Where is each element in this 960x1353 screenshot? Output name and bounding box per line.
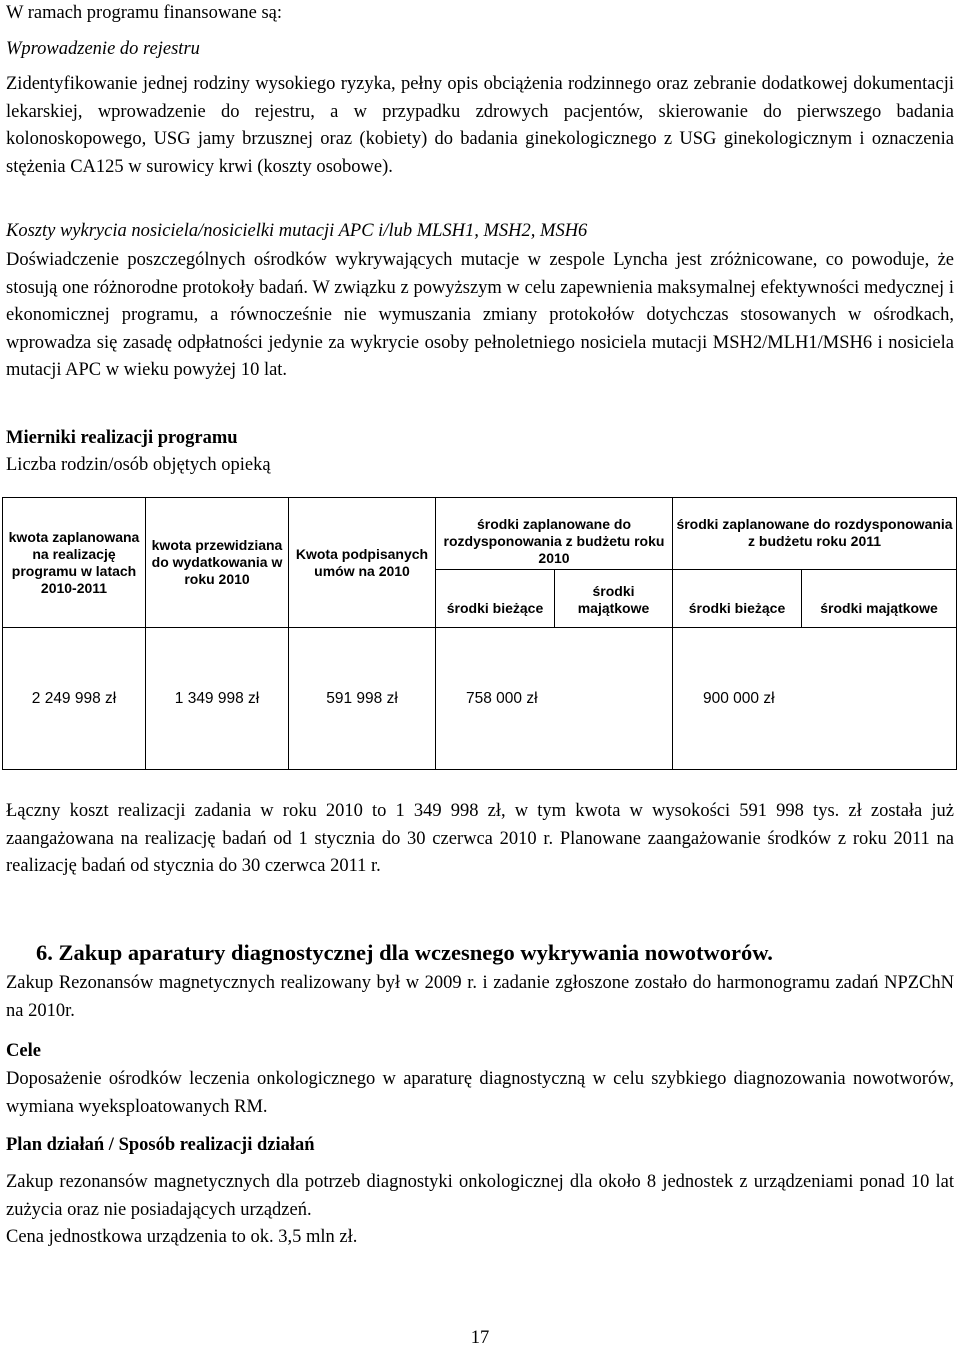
header-budget-2011: środki zaplanowane do rozdysponowania z budżetu roku 2011 [673, 498, 957, 570]
header-contracts-2010: Kwota podpisanych umów na 2010 [289, 498, 436, 628]
value-expected-2010: 1 349 998 zł [146, 628, 289, 770]
value-current-2010: 758 000 zł [436, 628, 673, 770]
value-planned-total: 2 249 998 zł [3, 628, 146, 770]
page-number: 17 [470, 1328, 490, 1348]
measures-heading: Mierniki realizacji programu [6, 428, 238, 448]
goals-body: Doposażenie ośrodków leczenia onkologicznego w aparaturę diagnostyczną w celu szybkiego diagnozowania nowotworów, wymiana wyeksploatowanych RM. [6, 1069, 954, 1117]
header-expected-2010: kwota przewidziana do wydatkowania w roku 2010 [146, 498, 289, 628]
unit-price-text: Cena jednostkowa urządzenia to ok. 3,5 mln zł. [6, 1227, 358, 1247]
intro-text: W ramach programu finansowane są: [6, 3, 283, 23]
plan-body: Zakup rezonansów magnetycznych dla potrzeb diagnostyki onkologicznej dla około 8 jednostek z urządzeniami ponad 10 lat zużycia oraz nie posiadających urządzeń. [6, 1172, 954, 1220]
value-current-2011: 900 000 zł [673, 628, 957, 770]
carrier-heading: Koszty wykrycia nosiciela/nosicielki mutacji APC i/lub MLSH1, MSH2, MSH6 [6, 221, 588, 241]
section-6-title: 6. Zakup aparatury diagnostycznej dla wczesnego wykrywania nowotworów. [36, 939, 773, 965]
header-current-2011: środki bieżące [673, 570, 802, 628]
header-budget-2010: środki zaplanowane do rozdysponowania z budżetu roku 2010 [436, 498, 673, 570]
financing-table [2, 497, 957, 770]
header-assets-2011: środki majątkowe [802, 570, 957, 628]
plan-heading: Plan działań / Sposób realizacji działań [6, 1135, 315, 1155]
carrier-body: Doświadczenie poszczególnych ośrodków wykrywających mutacje w zespole Lyncha jest zróżnicowane, co powoduje, że stosują one różnorodne protokoły badań. W związku z powyższym w celu zapewnienia maksymalnej efektywności medycznej i ekonomicznej programu, a równocześnie nie wymuszania zmiany protokołów dotychczas stosowanych w ośrodkach, wprowadza się zasadę odpłatności jedynie za wykrycie osoby pełnoletniego nosiciela mutacji MSH2/MLH1/MSH6 i nosiciela mutacji APC w wieku powyżej 10 lat. [6, 250, 954, 380]
registry-body: Zidentyfikowanie jednej rodziny wysokiego ryzyka, pełny opis obciążenia rodzinnego oraz zebranie dodatkowej dokumentacji lekarskiej, wprowadzenie do rejestru, a w przypadku zdrowych pacjentów, skierowanie do pierwszego badania kolonoskopowego, USG jamy brzusznej oraz (kobiety) do badania ginekologicznego z USG ginekologicznym i oznaczenia stężenia CA125 w surowicy krwi (koszty osobowe). [6, 74, 954, 177]
goals-heading: Cele [6, 1041, 41, 1061]
value-contracts-2010: 591 998 zł [289, 628, 436, 770]
header-planned-total: kwota zaplanowana na realizację programu w latach 2010-2011 [3, 498, 146, 628]
header-current-2010: środki bieżące [436, 570, 555, 628]
total-cost-text: Łączny koszt realizacji zadania w roku 2010 to 1 349 998 zł, w tym kwota w wysokości 591 998 tys. zł została już zaangażowana na realizację badań od 1 stycznia do 30 czerwca 2010 r. Planowane zaangażowanie środków z roku 2011 na realizację badań od stycznia do 30 czerwca 2011 r. [6, 801, 954, 876]
header-assets-2010: środki majątkowe [555, 570, 673, 628]
registry-heading: Wprowadzenie do rejestru [6, 39, 200, 59]
section-6-intro: Zakup Rezonansów magnetycznych realizowany był w 2009 r. i zadanie zgłoszone zostało do harmonogramu zadań NPZChN na 2010r. [6, 973, 954, 1021]
measures-subheading: Liczba rodzin/osób objętych opieką [6, 455, 271, 475]
